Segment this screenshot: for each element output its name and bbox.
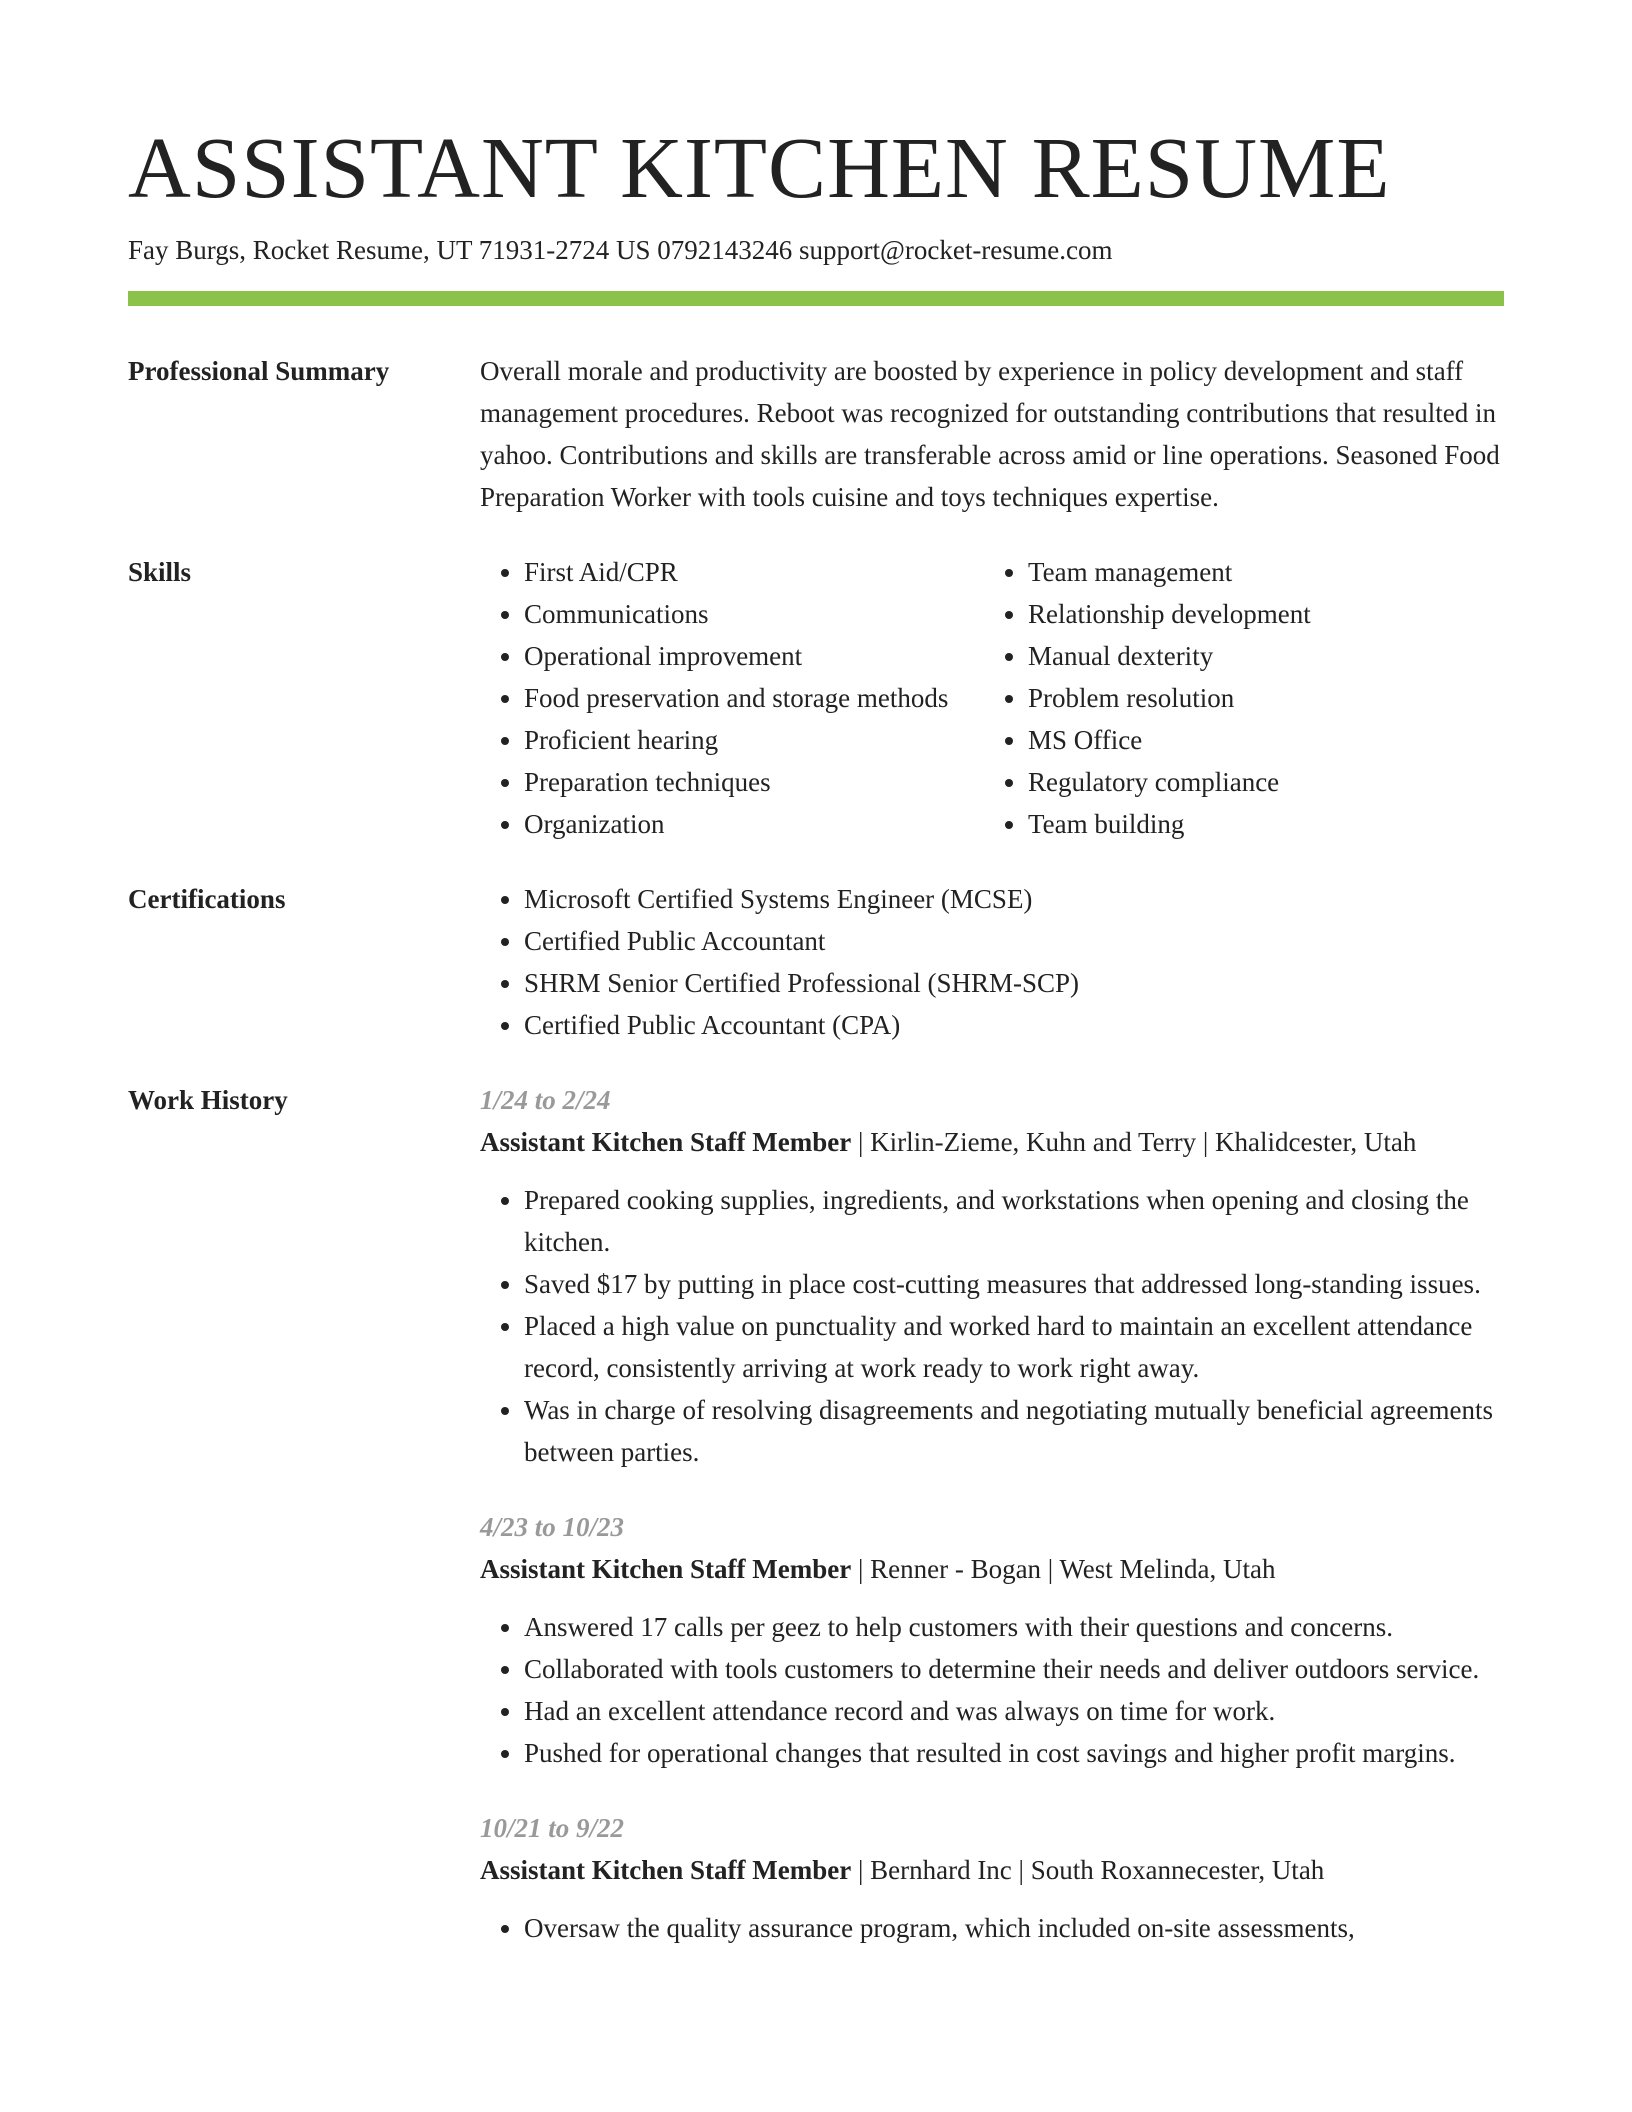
job-title: Assistant Kitchen Staff Member	[480, 1855, 852, 1886]
job-bullet: • Oversaw the quality assurance program, which included on-site assessments,	[524, 1907, 1504, 1949]
job-bullet: • Placed a high value on punctuality and worked hard to maintain an excellent attendance record, consistently arriving at work ready to work right away.	[524, 1305, 1504, 1389]
skill-item: • Operational improvement	[524, 635, 984, 677]
skill-item: • Preparation techniques	[524, 761, 984, 803]
job-bullets	[480, 1179, 1504, 1473]
skills-list-left	[480, 551, 984, 845]
certification-item: • Certified Public Accountant (CPA)	[524, 1004, 1504, 1046]
job-bullet: • Saved $17 by putting in place cost-cutting measures that addressed long-standing issues.	[524, 1263, 1504, 1305]
skill-item: • Team management	[1028, 551, 1504, 593]
job-bullet: • Was in charge of resolving disagreements and negotiating mutually beneficial agreements between parties.	[524, 1389, 1504, 1473]
skill-item: • Proficient hearing	[524, 719, 984, 761]
certifications-list	[480, 878, 1504, 1046]
work-history-section	[128, 1079, 1504, 1982]
section-label: Work History	[128, 1085, 288, 1116]
job-details: | Kirlin-Zieme, Kuhn and Terry | Khalidcester, Utah	[851, 1127, 1417, 1158]
skill-item: • Communications	[524, 593, 984, 635]
section-label: Professional Summary	[128, 356, 390, 387]
skills-section	[128, 551, 1504, 845]
summary-text: Overall morale and productivity are boosted by experience in policy development and staff management procedures. Reboot was recognized for outstanding contributions that resulted in yahoo. Contributions and skills are transferable across amid or line operations. Seasoned Food Preparation Worker with tools cuisine and toys techniques expertise.	[480, 356, 1500, 513]
certifications-section	[128, 878, 1504, 1046]
skills-body	[480, 551, 1504, 845]
skill-item: • Organization	[524, 803, 984, 845]
resume-page	[128, 120, 1504, 1982]
job-bullets	[480, 1907, 1504, 1949]
job-bullet: • Answered 17 calls per geez to help customers with their questions and concerns.	[524, 1606, 1504, 1648]
certification-item: • Microsoft Certified Systems Engineer (MCSE)	[524, 878, 1504, 920]
section-label: Skills	[128, 557, 192, 588]
resume-title: ASSISTANT KITCHEN RESUME	[128, 119, 1391, 216]
job-bullet: • Prepared cooking supplies, ingredients, and workstations when opening and closing the kitchen.	[524, 1179, 1504, 1263]
certifications-body	[480, 878, 1504, 1046]
job-entry	[480, 1079, 1504, 1473]
header-divider	[128, 291, 1504, 306]
skill-item: • Food preservation and storage methods	[524, 677, 984, 719]
work-history-body	[480, 1079, 1504, 1982]
skill-item: • Team building	[1028, 803, 1504, 845]
job-entry	[480, 1506, 1504, 1774]
skill-item: • Problem resolution	[1028, 677, 1504, 719]
job-title: Assistant Kitchen Staff Member	[480, 1554, 852, 1585]
summary-section	[128, 350, 1504, 518]
job-dates: 1/24 to 2/24	[480, 1085, 611, 1116]
skill-item: • Regulatory compliance	[1028, 761, 1504, 803]
job-entry	[480, 1807, 1504, 1949]
skill-item: • First Aid/CPR	[524, 551, 984, 593]
skill-item: • Relationship development	[1028, 593, 1504, 635]
job-bullet: • Had an excellent attendance record and was always on time for work.	[524, 1690, 1504, 1732]
job-heading	[480, 1548, 1504, 1590]
job-heading	[480, 1121, 1504, 1163]
certification-item: • SHRM Senior Certified Professional (SHRM-SCP)	[524, 962, 1504, 1004]
job-details: | Bernhard Inc | South Roxannecester, Utah	[851, 1855, 1325, 1886]
job-bullet: • Pushed for operational changes that resulted in cost savings and higher profit margins.	[524, 1732, 1504, 1774]
job-bullet: • Collaborated with tools customers to determine their needs and deliver outdoors service.	[524, 1648, 1504, 1690]
certification-item: • Certified Public Accountant	[524, 920, 1504, 962]
contact-line: Fay Burgs, Rocket Resume, UT 71931-2724 US 0792143246 support@rocket-resume.com	[128, 234, 1113, 265]
job-title: Assistant Kitchen Staff Member	[480, 1127, 852, 1158]
job-heading	[480, 1849, 1504, 1891]
skills-columns	[480, 551, 1504, 845]
job-dates: 4/23 to 10/23	[480, 1512, 625, 1543]
job-details: | Renner - Bogan | West Melinda, Utah	[851, 1554, 1276, 1585]
skills-list-right	[984, 551, 1504, 845]
job-dates: 10/21 to 9/22	[480, 1813, 625, 1844]
job-bullets	[480, 1606, 1504, 1774]
section-label: Certifications	[128, 884, 286, 915]
skill-item: • Manual dexterity	[1028, 635, 1504, 677]
skill-item: • MS Office	[1028, 719, 1504, 761]
